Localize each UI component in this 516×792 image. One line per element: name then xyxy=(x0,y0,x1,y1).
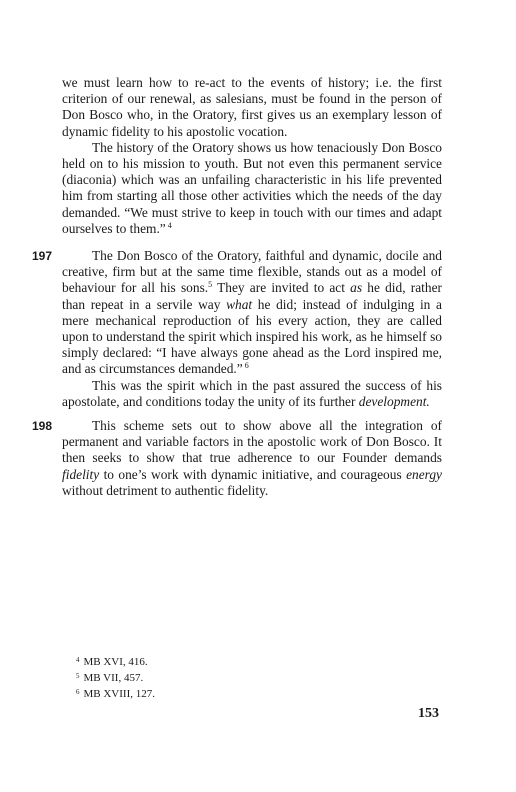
paragraph-text: to one’s work with dynamic initiative, and courageous xyxy=(99,466,407,482)
emphasis-text: fidelity xyxy=(62,466,100,482)
footnote-text: MB XVIII, 127. xyxy=(83,687,155,700)
paragraph-don-bosco-model xyxy=(62,248,442,378)
paragraph-number: 197 xyxy=(32,249,53,264)
paragraph-text: The Don Bosco of the Oratory, faithful and dynamic, docile and creative, firm but at the same time flexible, stands out as a model of behaviour for all his sons. xyxy=(62,248,442,296)
footnote-reference: 4 xyxy=(167,220,172,230)
footnote-mark: 6 xyxy=(76,687,80,696)
body-text xyxy=(32,75,442,499)
paragraph-text: he did, rather than repeat in a servile way xyxy=(62,280,442,312)
section-198 xyxy=(32,418,442,499)
paragraph-text: They are invited to act xyxy=(212,280,351,296)
footnotes xyxy=(76,654,155,701)
footnote-text: MB XVI, 416. xyxy=(83,656,148,668)
footnote-text: MB VII, 457. xyxy=(83,671,144,684)
paragraph-text: without detriment to authentic fidelity. xyxy=(62,482,269,498)
paragraph-text: he did; instead of indulging in a mere mechanical reproduction of his every action, they are called upon to understand the spirit which inspired his work, as he himself so simply declared: “I have always gone ahead as the Lord inspired me, and as circumstances demanded.” xyxy=(62,296,442,377)
paragraph-scheme xyxy=(62,418,442,499)
paragraph-text: The history of the Oratory shows us how tenaciously Don Bosco held on to his mission to youth. But not even this permanent service (diaconia) which was an unfailing characteristic in his life prevented him from starting all those other activities which the needs of the day demanded. “We must strive to keep in touch with our times and adapt ourselves to them.” xyxy=(62,139,442,236)
paragraph-spirit xyxy=(62,378,442,410)
emphasis-text: what xyxy=(226,296,253,312)
emphasis-text: development. xyxy=(358,393,430,409)
footnote-mark: 4 xyxy=(76,656,80,664)
footnote-mark: 5 xyxy=(76,671,80,680)
paragraph-number: 198 xyxy=(32,419,53,434)
paragraph-text: This scheme sets out to show above all the integration of permanent and variable factors in the apostolic work of Don Bosco. It then seeks to show that true adherence to our Founder demands xyxy=(62,418,442,466)
footnote-reference: 6 xyxy=(244,361,249,371)
section-197 xyxy=(32,248,442,410)
footnote xyxy=(76,686,155,702)
footnote xyxy=(76,654,155,670)
page-number: 153 xyxy=(418,706,439,721)
emphasis-text: as xyxy=(350,280,363,296)
paragraph-continuation: we must learn how to re-act to the events of history; i.e. the first criterion of our renewal, as salesians, must be found in the person of Don Bosco who, in the Oratory, first gives us an exemplary lesson of dynamic fidelity to his apostolic vocation. xyxy=(62,75,442,139)
paragraph-oratory-history xyxy=(62,140,442,237)
emphasis-text: energy xyxy=(406,466,442,482)
footnote-reference: 5 xyxy=(208,280,213,290)
footnote xyxy=(76,670,155,686)
paragraph-text: This was the spirit which in the past assured the success of his apostolate, and conditions today the unity of its further xyxy=(62,377,442,409)
